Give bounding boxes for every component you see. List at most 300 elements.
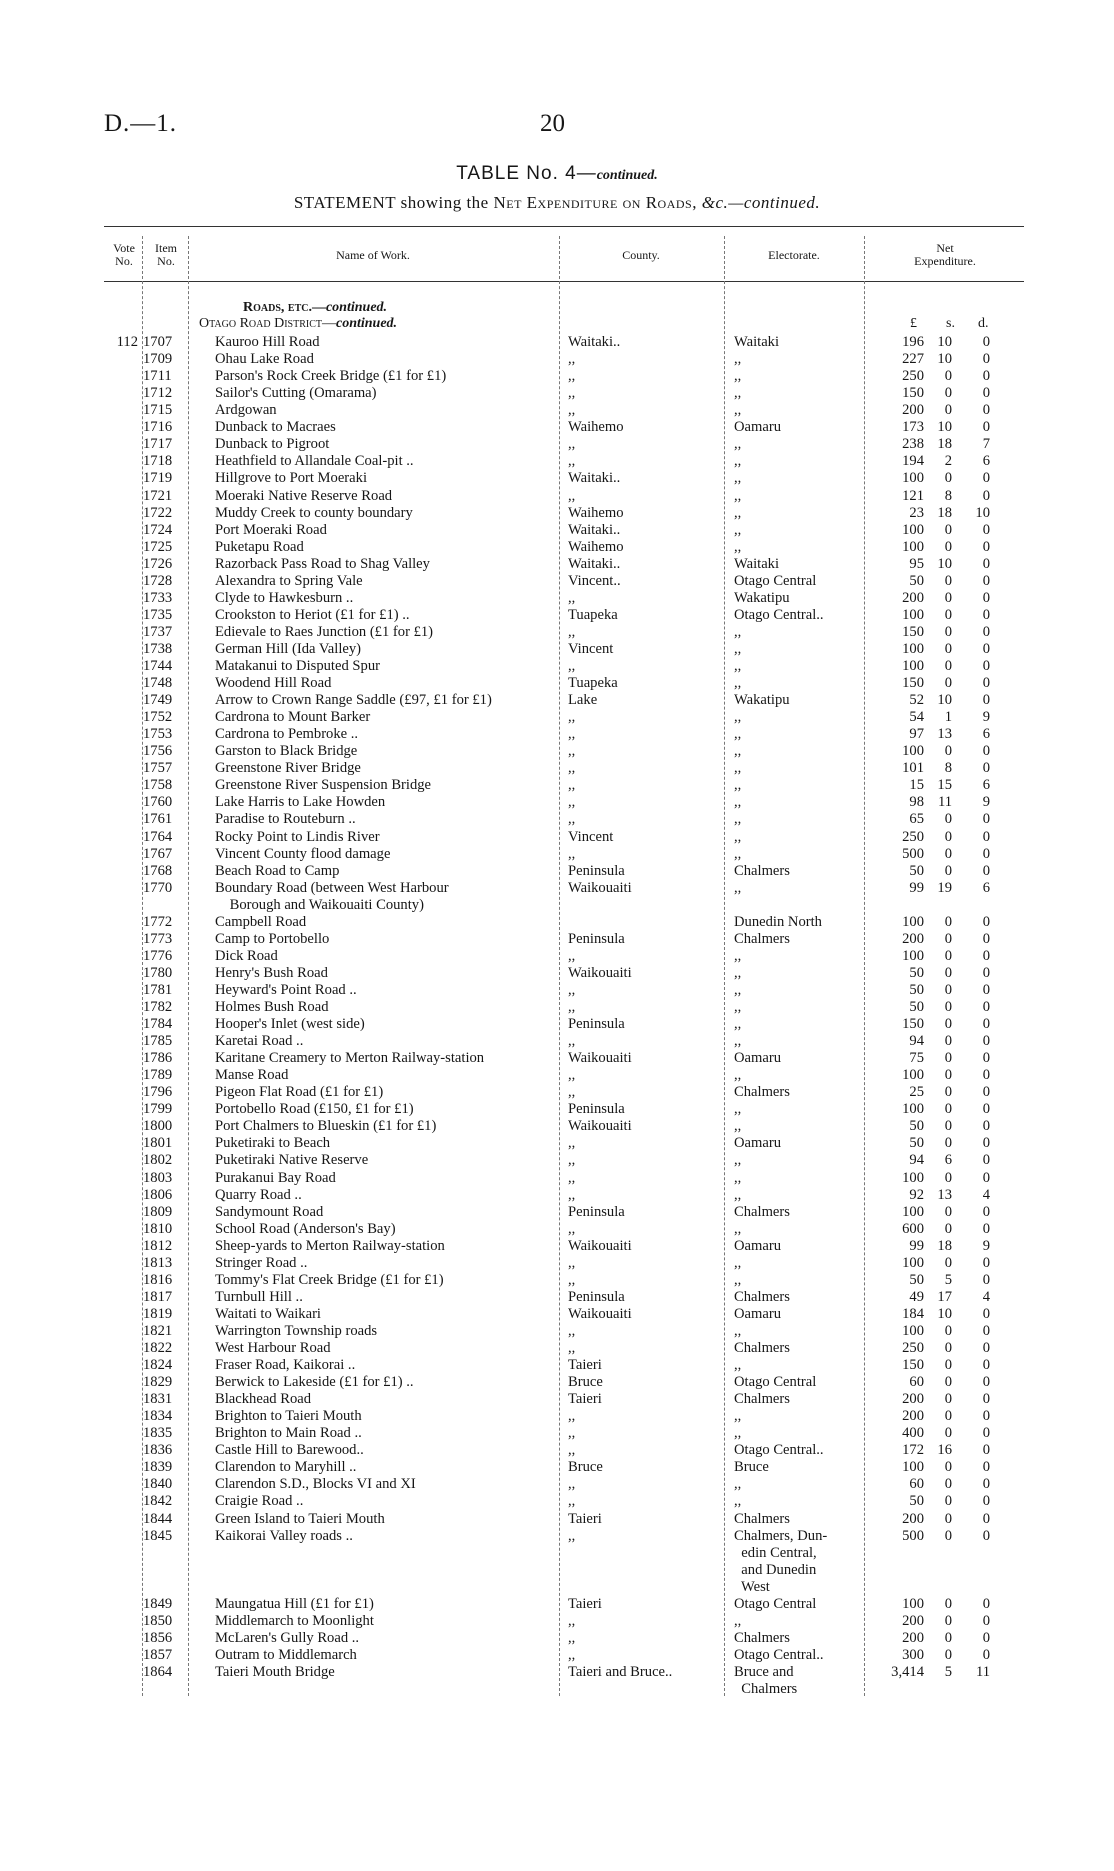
shillings: 10 [937,1305,952,1322]
pounds: 50 [909,964,924,981]
shillings: 0 [944,964,952,981]
section-roads-heading [243,300,387,316]
shillings: 0 [944,606,952,623]
pence: 0 [982,1408,990,1425]
section-district-suffix: continued. [335,316,398,331]
electorate: ,, [734,947,742,964]
county: ,, [568,999,576,1015]
shillings: 0 [944,811,952,828]
work-name: Brighton to Taieri Mouth [215,1408,362,1425]
item-number: 1845 [143,1527,173,1544]
pence: 0 [982,1305,990,1322]
item-number: 1749 [143,692,173,708]
work-name: Greenstone River Bridge [215,760,361,777]
pence: 0 [982,1118,990,1135]
electorate: ,, [734,879,742,896]
county: Waihemo [568,538,624,555]
pounds: 54 [909,709,924,726]
pence: 0 [982,640,990,657]
pence: 9 [982,794,990,811]
shillings: 6 [944,1152,952,1169]
pounds: 100 [902,521,924,538]
pence: 0 [982,572,990,589]
pence: 4 [982,1186,990,1203]
work-name: Sandymount Road [215,1203,324,1220]
pence: 0 [982,351,990,368]
shillings: 10 [937,351,952,368]
electorate: ,, [734,828,742,845]
county: Peninsula [568,862,625,879]
shillings: 18 [937,1237,952,1254]
pounds: 100 [902,640,924,657]
electorate: ,, [734,436,742,453]
pence: 0 [982,470,990,487]
electorate: ,, [734,981,742,998]
pounds: 200 [902,1391,924,1408]
electorate: ,, [734,1476,742,1493]
pounds: 101 [902,760,924,777]
work-name: Arrow to Crown Range Saddle (£97, £1 for £1) [215,692,492,708]
item-number: 1817 [143,1288,173,1305]
shillings: 0 [944,1254,952,1271]
pounds-unit: £ [910,316,917,331]
electorate: ,, [734,521,742,538]
work-name: Dunback to Macraes [215,419,336,436]
pence: 7 [982,436,990,453]
pence: 0 [982,845,990,862]
pence: 0 [982,1442,990,1459]
pence: 0 [982,1527,990,1544]
shillings: 0 [944,1084,952,1101]
county: Waikouaiti [568,1305,632,1322]
pence: 0 [982,368,990,385]
item-number: 1799 [143,1101,173,1118]
shillings: 10 [937,419,952,436]
item-number: 1782 [143,999,173,1015]
col-header-vote-1: Vote [113,241,135,255]
shillings: 0 [944,1033,952,1050]
electorate: ,, [734,743,742,760]
shillings: 13 [937,1186,952,1203]
pence: 0 [982,1493,990,1510]
electorate: ,, [734,402,742,419]
shillings: 0 [944,538,952,555]
electorate: Chalmers [734,1340,790,1356]
item-number: 1758 [143,777,173,794]
pounds: 92 [909,1186,924,1203]
pence: 0 [982,828,990,845]
col-divider-name [559,236,560,1696]
county: ,, [568,811,576,828]
work-name: Edievale to Raes Junction (£1 for £1) [215,623,434,640]
work-name: Karetai Road .. [215,1033,304,1050]
item-number: 1821 [143,1322,173,1339]
work-name: Borough and Waikouaiti County) [215,896,424,913]
county: ,, [568,1152,576,1169]
shillings: 0 [944,1357,952,1373]
item-number: 1709 [143,351,173,368]
item-number: 1802 [143,1152,173,1169]
county: Bruce [568,1459,603,1476]
electorate: Chalmers [734,1203,790,1220]
electorate: Otago Central [734,1374,817,1390]
county: Vincent [568,828,614,845]
item-number: 1813 [143,1254,173,1271]
pounds: 50 [909,981,924,998]
shillings: 5 [944,1663,952,1680]
county: ,, [568,794,576,811]
pence: 9 [982,709,990,726]
item-number: 1857 [143,1646,173,1663]
pounds: 60 [909,1374,924,1390]
work-name: Cardrona to Mount Barker [215,709,371,726]
work-name: Rocky Point to Lindis River [215,828,380,845]
pounds: 50 [909,1271,924,1288]
work-name: Pigeon Flat Road (£1 for £1) [215,1084,384,1101]
pounds: 100 [902,913,924,930]
electorate: ,, [734,1357,742,1373]
pounds: 173 [902,419,924,436]
shillings: 13 [937,726,952,743]
work-name: Puketiraki Native Reserve [215,1152,369,1169]
electorate: Wakatipu [734,692,790,708]
electorate: Waitaki [734,334,780,350]
pounds: 100 [902,1203,924,1220]
shillings: 0 [944,368,952,385]
electorate: ,, [734,1271,742,1288]
shillings-unit: s. [946,316,955,331]
item-number: 1822 [143,1340,173,1356]
shillings: 0 [944,743,952,760]
pence: 0 [982,1391,990,1408]
work-name: Sailor's Cutting (Omarama) [215,385,377,402]
pounds: 300 [902,1646,924,1663]
county: ,, [568,726,576,743]
shillings: 18 [937,436,952,453]
pence: 0 [982,1595,990,1612]
pounds: 95 [909,555,924,572]
item-number: 1773 [143,930,173,947]
county: ,, [568,1067,576,1084]
electorate: ,, [734,1612,742,1629]
pence: 0 [982,692,990,708]
pence: 0 [982,1374,990,1390]
shillings: 10 [937,692,952,708]
shillings: 0 [944,470,952,487]
electorate: Chalmers [734,1391,790,1408]
item-number: 1844 [143,1510,173,1527]
shillings: 15 [937,777,952,794]
electorate: ,, [734,1118,742,1135]
electorate: ,, [734,504,742,521]
pence: 4 [982,1288,990,1305]
pence: 0 [982,1459,990,1476]
work-name: Matakanui to Disputed Spur [215,658,380,674]
shillings: 0 [944,1595,952,1612]
county: ,, [568,368,576,385]
shillings: 0 [944,999,952,1015]
shillings: 0 [944,1612,952,1629]
work-name: Clyde to Hawkesburn .. [215,589,354,606]
county: ,, [568,1425,576,1442]
section-roads-label: Roads, etc.— [243,300,326,315]
work-name: Quarry Road .. [215,1186,302,1203]
col-divider-electorate [864,236,865,1696]
item-number: 1831 [143,1391,173,1408]
pence: 0 [982,1050,990,1067]
header-top-rule [104,226,1024,227]
item-number: 1768 [143,862,173,879]
electorate: Chalmers [734,930,790,947]
work-name: Puketapu Road [215,538,304,555]
item-number: 1716 [143,419,173,436]
electorate: ,, [734,811,742,828]
item-number: 1767 [143,845,173,862]
work-name: Craigie Road .. [215,1493,304,1510]
item-number: 1810 [143,1220,173,1237]
shillings: 0 [944,1425,952,1442]
item-number: 1757 [143,760,173,777]
pence: 0 [982,1271,990,1288]
electorate: ,, [734,470,742,487]
item-number: 1781 [143,981,173,998]
item-number: 1800 [143,1118,173,1135]
shillings: 0 [944,1135,952,1152]
county: ,, [568,1033,576,1050]
county: ,, [568,487,576,504]
pounds: 100 [902,1322,924,1339]
pounds: 60 [909,1476,924,1493]
item-number: 1748 [143,675,173,691]
work-name: Hillgrove to Port Moeraki [215,470,367,487]
electorate: Oamaru [734,419,782,436]
electorate: ,, [734,1186,742,1203]
electorate: ,, [734,709,742,726]
col-header-item-1: Item [155,241,177,255]
pounds: 75 [909,1050,924,1067]
shillings: 0 [944,1340,952,1356]
county: ,, [568,402,576,419]
pounds: 200 [902,402,924,419]
electorate: Chalmers [734,1288,790,1305]
shillings: 0 [944,1118,952,1135]
shillings: 0 [944,1527,952,1544]
electorate: ,, [734,1220,742,1237]
work-name: Middlemarch to Moonlight [215,1612,374,1629]
pounds: 100 [902,1101,924,1118]
pounds: 200 [902,1629,924,1646]
county: Waihemo [568,504,624,521]
col-header-electorate: Electorate. [768,248,820,262]
item-number: 1806 [143,1186,173,1203]
county: Waikouaiti [568,1118,632,1135]
county: ,, [568,1220,576,1237]
pounds: 50 [909,999,924,1015]
county: ,, [568,1527,576,1544]
electorate: ,, [734,726,742,743]
pence: 0 [982,487,990,504]
county: Vincent.. [568,572,621,589]
shillings: 0 [944,1510,952,1527]
pence: 0 [982,1084,990,1101]
pounds: 227 [902,351,924,368]
pence: 0 [982,1016,990,1032]
work-name: Parson's Rock Creek Bridge (£1 for £1) [215,368,447,385]
work-name: Brighton to Main Road .. [215,1425,362,1442]
electorate: West [734,1578,770,1595]
statement-smallcaps: Net Expenditure on Roads, [493,193,697,212]
electorate: ,, [734,1169,742,1186]
county: ,, [568,1408,576,1425]
shillings: 0 [944,1101,952,1118]
work-name: Woodend Hill Road [215,675,332,691]
work-name: Manse Road [215,1067,289,1084]
item-number: 1753 [143,726,173,743]
pence: 0 [982,760,990,777]
item-number: 1772 [143,913,173,930]
item-number: 1733 [143,589,173,606]
table-title [0,163,1114,185]
pounds: 196 [902,334,924,350]
electorate: ,, [734,1016,742,1032]
item-number: 1864 [143,1663,173,1680]
pence: 0 [982,999,990,1015]
item-number: 1801 [143,1135,173,1152]
item-number: 1715 [143,402,173,419]
pounds: 400 [902,1425,924,1442]
work-name: Vincent County flood damage [215,845,391,862]
work-name: Outram to Middlemarch [215,1646,357,1663]
work-name: Castle Hill to Barewood.. [215,1442,364,1459]
work-name: Moeraki Native Reserve Road [215,487,393,504]
pence: 0 [982,1135,990,1152]
shillings: 0 [944,1067,952,1084]
work-name: Portobello Road (£150, £1 for £1) [215,1101,414,1118]
work-name: Warrington Township roads [215,1322,378,1339]
pence: 0 [982,1629,990,1646]
item-number: 1722 [143,504,173,521]
shillings: 2 [944,453,952,470]
pence: 0 [982,1220,990,1237]
shillings: 0 [944,845,952,862]
pence: 9 [982,1237,990,1254]
pounds: 50 [909,1135,924,1152]
pounds: 238 [902,436,924,453]
pence: 0 [982,862,990,879]
county: ,, [568,1135,576,1152]
pounds: 25 [909,1084,924,1101]
shillings: 0 [944,1016,952,1032]
pounds: 184 [902,1305,924,1322]
pounds: 100 [902,1254,924,1271]
pounds: 94 [909,1033,924,1050]
electorate: Oamaru [734,1050,782,1067]
work-name: Dick Road [215,947,278,964]
work-name: Tommy's Flat Creek Bridge (£1 for £1) [215,1271,444,1288]
page-number: 20 [540,110,565,137]
electorate: ,, [734,1425,742,1442]
pence: 0 [982,1203,990,1220]
shillings: 19 [937,879,952,896]
pounds: 23 [909,504,924,521]
shillings: 11 [937,794,952,811]
item-number: 1812 [143,1237,173,1254]
county: Waikouaiti [568,1050,632,1067]
item-number: 1809 [143,1203,173,1220]
item-number: 1816 [143,1271,173,1288]
pounds: 200 [902,930,924,947]
item-number: 1786 [143,1050,173,1067]
shillings: 0 [944,623,952,640]
electorate: Chalmers [734,1681,798,1697]
electorate: ,, [734,1152,742,1169]
county: Waitaki.. [568,555,621,572]
work-name: Ohau Lake Road [215,351,314,368]
shillings: 0 [944,1203,952,1220]
county: Waihemo [568,419,624,436]
work-name: Boundary Road (between West Harbour [215,879,449,896]
county: ,, [568,777,576,794]
shillings: 5 [944,1271,952,1288]
electorate: ,, [734,487,742,504]
electorate: edin Central, [734,1544,817,1561]
pounds: 250 [902,1340,924,1356]
county: ,, [568,1271,576,1288]
pence: 0 [982,1357,990,1373]
county: Waikouaiti [568,879,632,896]
electorate: ,, [734,1033,742,1050]
item-number: 1796 [143,1084,173,1101]
item-number: 1737 [143,623,173,640]
electorate: Otago Central.. [734,1442,824,1459]
electorate: ,, [734,794,742,811]
county: ,, [568,589,576,606]
col-header-name: Name of Work. [336,248,410,262]
county: ,, [568,1254,576,1271]
pounds: 200 [902,1612,924,1629]
work-name: Port Chalmers to Blueskin (£1 for £1) [215,1118,437,1135]
table-title-suffix: continued. [596,168,658,183]
work-name: Green Island to Taieri Mouth [215,1510,385,1527]
county: Peninsula [568,930,625,947]
item-number: 1834 [143,1408,173,1425]
item-number: 1760 [143,794,173,811]
pence: 0 [982,947,990,964]
pence: 0 [982,1169,990,1186]
county: Taieri [568,1510,602,1527]
item-number: 1789 [143,1067,173,1084]
county: ,, [568,760,576,777]
shillings: 0 [944,828,952,845]
item-number: 1711 [143,368,172,385]
work-name: Turnbull Hill .. [215,1288,303,1305]
electorate: Bruce [734,1459,769,1476]
item-number: 1803 [143,1169,173,1186]
electorate: ,, [734,640,742,657]
pence: 0 [982,743,990,760]
item-number: 1770 [143,879,173,896]
electorate: Otago Central.. [734,606,824,623]
shillings: 0 [944,402,952,419]
pounds: 500 [902,845,924,862]
county: ,, [568,1340,576,1356]
shillings: 0 [944,1374,952,1390]
shillings: 0 [944,640,952,657]
county: Peninsula [568,1203,625,1220]
work-name: School Road (Anderson's Bay) [215,1220,396,1237]
pounds: 98 [909,794,924,811]
shillings: 0 [944,1322,952,1339]
